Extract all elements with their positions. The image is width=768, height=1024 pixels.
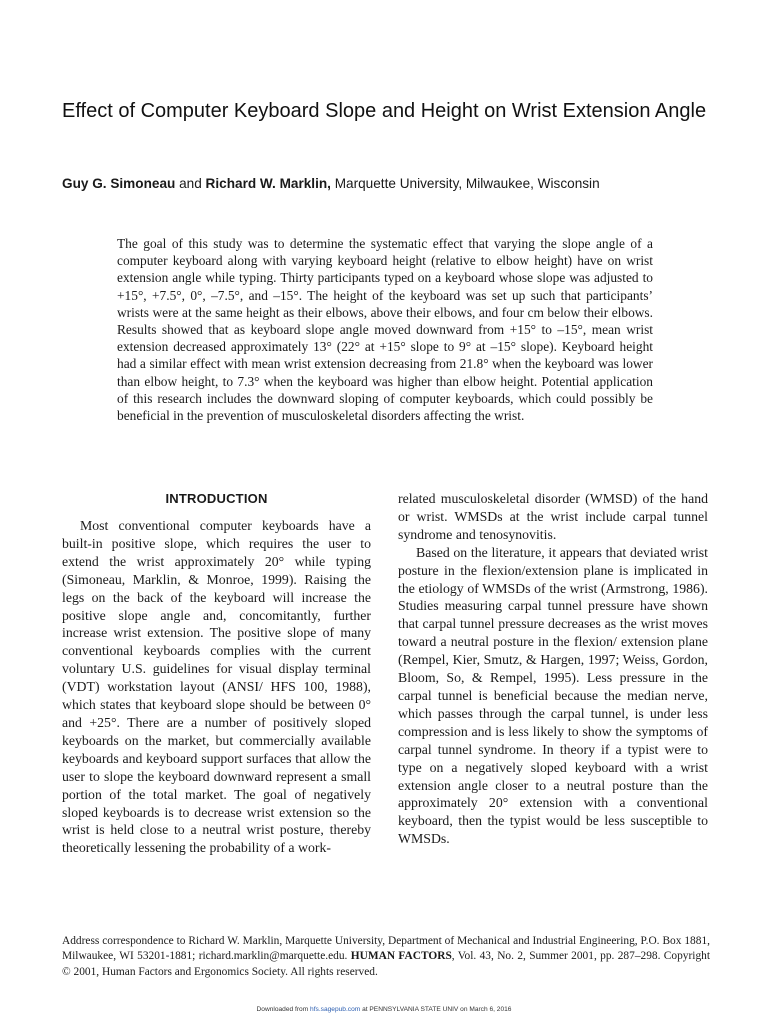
author-marklin: Richard W. Marklin, [205, 176, 331, 191]
footnote-citation: , Vol. 43, No. 2, Summer 2001, pp. 287–298. Copyright © 2001, Human Factors and Ergonomics Society. All rights reserved. [62, 950, 710, 978]
abstract: The goal of this study was to determine the systematic effect that varying the slope angle of a computer keyboard along with varying keyboard height (relative to elbow height) have on wrist extension angle while typing. Thirty participants typed on a keyboard whose slope was adjusted to +15°, +7.5°, 0°, –7.5°, and –15°. The height of the keyboard was set up such that participants’ wrists were at the same height as their elbows, above their elbows, and four cm below their elbows. Results showed that as keyboard slope angle moved downward from +15° to –15°, mean wrist extension decreased approximately 13° (22° at +15° slope to 9° at –15° slope). Keyboard height had a similar effect with mean wrist extension decreasing from 21.8° when the keyboard was lower than elbow height, to 7.3° when the keyboard was higher than elbow height. Potential application of this research includes the downward sloping of computer keyboards, which could possibly be beneficial in the prevention of musculoskeletal disorders affecting the wrist. [117, 236, 653, 424]
right-column [398, 490, 708, 848]
author-simoneau: Guy G. Simoneau [62, 176, 176, 191]
author-line [62, 175, 710, 192]
download-prefix: Downloaded from [256, 1006, 311, 1013]
journal-name: HUMAN FACTORS [350, 950, 452, 963]
author-connector: and [175, 176, 206, 191]
article-title: Effect of Computer Keyboard Slope and Height on Wrist Extension Angle [62, 100, 707, 122]
intro-paragraph-2: Based on the literature, it appears that deviated wrist posture in the flexion/extension plane is implicated in the etiology of WMSDs of the wrist (Armstrong, 1986). Studies measuring carpal tunnel pressure have shown that carpal tunnel pressure decreases as the wrist moves toward a neutral posture in the flexion/ extension plane (Rempel, Kier, Smutz, & Hargen, 1997; Weiss, Gordon, Bloom, So, & Rempel, 1995). Less pressure in the carpal tunnel is beneficial because the median nerve, which passes through the carpal tunnel, is under less compression and is less likely to show the symptoms of carpal tunnel syndrome. In theory if a typist were to type on a negatively sloped keyboard with a wrist extension angle closer to a neutral posture than the approximately 20° extension with a conventional keyboard, then the typist would be less susceptible to WMSDs. [398, 544, 708, 847]
section-heading-introduction: INTRODUCTION [165, 491, 268, 506]
download-notice [0, 1006, 768, 1013]
intro-paragraph-1: Most conventional computer keyboards have a built-in positive slope, which requires the user to extend the wrist approximately 20° while typing (Simoneau, Marklin, & Monroe, 1999). Raising the legs on the back of the keyboard will increase the positive slope angle and, concomitantly, further increase wrist extension. The positive slope of many conventional keyboards complies with the current voluntary U.S. guidelines for visual display terminal (VDT) workstation layout (ANSI/ HFS 100, 1988), which states that keyboard slope should be between 0° and +25°. There are a number of positively sloped keyboards on the market, but commercially available keyboards and keyboard support surfaces that allow the user to slope the keyboard downward represent a small portion of the total market. The goal of negatively sloped keyboards is to decrease wrist extension so the wrist is held close to a neutral wrist posture, thereby theoretically lessening the probability of a work- [62, 518, 371, 856]
download-suffix: at PENNSYLVANIA STATE UNIV on March 6, 2016 [360, 1006, 512, 1013]
correspondence-footnote [62, 934, 710, 980]
download-site-link[interactable]: hfs.sagepub.com [310, 1006, 361, 1013]
left-column [62, 490, 371, 857]
intro-paragraph-1-continued: related musculoskeletal disorder (WMSD) of the hand or wrist. WMSDs at the wrist include carpal tunnel syndrome and tenosynovitis. [398, 491, 708, 542]
author-affiliation: Marquette University, Milwaukee, Wisconsin [330, 176, 600, 191]
footnote-address: Address correspondence to Richard W. Marklin, Marquette University, Department of Mechanical and Industrial Engineering, P.O. Box 1881, Milwaukee, WI 53201-1881; richard.marklin@marquette.edu. [62, 935, 710, 963]
